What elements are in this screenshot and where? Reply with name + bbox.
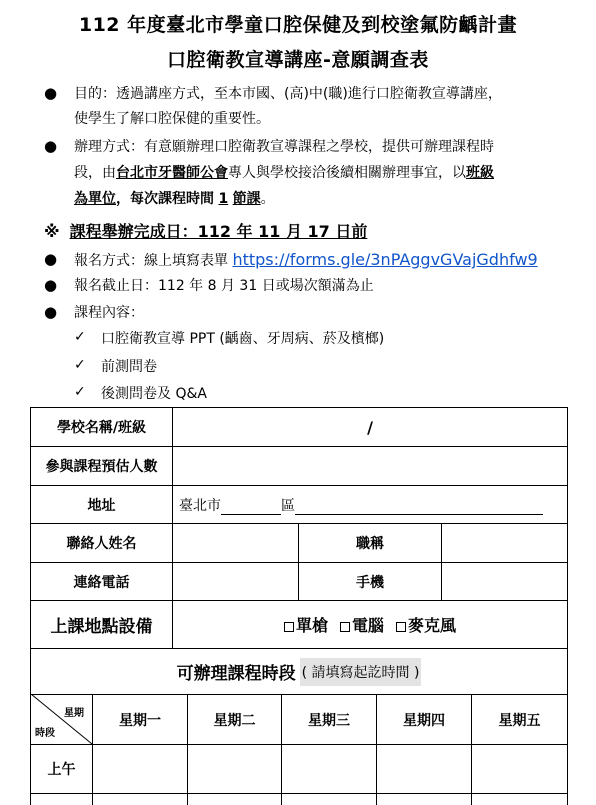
bullet-icon: ● [44,137,58,155]
diag-timeslot-label: 時段 [35,728,55,739]
reference-mark-icon: ※ [44,222,60,241]
computer-label: 電腦 [351,616,384,635]
contact-name-field[interactable] [173,524,298,562]
content-label: 課程內容： [74,305,144,321]
mobile-label: 手機 [356,574,384,591]
bullet-icon: ● [44,250,58,268]
bullet-icon: ● [44,276,58,294]
timeslot-header [31,649,567,694]
weekday-thursday: 星期四 [403,712,445,729]
bullet-icon: ● [44,84,58,102]
morning-thursday-field[interactable] [377,745,471,793]
microphone-option[interactable] [396,613,456,636]
method-text: 專人與學校接洽後續相關辦理事宜，以 [228,165,466,181]
method-line-1: 辦理方式：有意願辦理口腔衛教宣導課程之學校，提供可辦理課程時 [74,139,494,155]
participant-count-field[interactable] [173,447,567,485]
weekday-monday: 星期一 [119,712,161,729]
signup-form-link[interactable]: https://forms.gle/3nPAggvGVajGdhfw9 [232,250,538,269]
timeslot-hint: ( 請填寫起訖時間 ) [300,658,422,686]
morning-label: 上午 [47,762,76,778]
course-deadline [44,219,367,242]
address-field[interactable] [173,486,567,523]
check-icon: ✓ [74,384,86,400]
class-unit-text: 班級 [466,165,494,181]
address-district: 區 [281,497,295,514]
computer-option[interactable] [340,613,384,636]
bullet-icon: ● [44,303,58,321]
computer-checkbox[interactable] [340,622,350,632]
microphone-label: 麥克風 [408,616,457,635]
signup-deadline: 報名截止日：112 年 8 月 31 日或場次額滿為止 [74,278,374,294]
document-subtitle: 口腔衛教宣導講座-意願調查表 [167,49,429,71]
morning-tuesday-field[interactable] [188,745,281,793]
dental-association-name: 台北市牙醫師公會 [116,165,228,181]
microphone-checkbox[interactable] [396,622,406,632]
participant-count-label: 參與課程預估人數 [45,459,158,475]
address-label: 地址 [87,497,116,514]
content-item-ppt: 口腔衛教宣導 PPT (齲齒、牙周病、菸及檳榔) [101,331,385,347]
signup-label: 報名方式：線上填寫表單 [74,253,233,269]
deadline-text: 課程舉辦完成日：112 年 11 月 17 日前 [69,222,368,241]
timeslot-label: 可辦理課程時段 [176,664,296,684]
weekday-tuesday: 星期二 [213,712,256,729]
projector-label: 單槍 [295,616,328,635]
method-line-3 [74,189,275,209]
contact-name-label: 聯絡人姓名 [66,536,137,552]
method-line-2 [74,163,494,183]
timeslot-hint-text: 請填寫起訖時間 [311,664,410,681]
weekday-wednesday: 星期三 [308,712,350,729]
diag-weekday-label: 星期 [64,708,84,719]
purpose-line-1: 目的：透過講座方式，至本市國、(高)中(職)進行口腔衛教宣導講座， [74,86,502,102]
venue-equipment-label: 上課地點設備 [50,617,153,637]
mobile-field[interactable] [442,563,567,600]
phone-label: 連絡電話 [73,574,130,591]
period-mark: 。 [260,191,275,207]
job-title-label: 職稱 [356,536,384,552]
signup-line [74,250,538,271]
session-text: ，每次課程時間 [116,191,214,207]
check-icon: ✓ [74,329,86,345]
content-item-posttest: 後測問卷及 Q&A [101,386,207,402]
school-class-label: 學校名稱/班級 [56,420,147,436]
projector-checkbox[interactable] [284,622,294,632]
projector-option[interactable] [284,613,328,636]
check-icon: ✓ [74,357,86,373]
equipment-options [173,601,567,648]
street-blank[interactable] [295,500,543,515]
job-title-field[interactable] [442,524,567,562]
session-unit: 節課 [232,191,261,207]
phone-field[interactable] [173,563,298,600]
address-city: 臺北市 [179,497,221,514]
content-item-pretest: 前測問卷 [101,359,157,375]
method-text: 段，由 [74,165,116,181]
weekday-friday: 星期五 [498,712,541,729]
morning-monday-field[interactable] [93,745,187,793]
document-title: 112 年度臺北市學童口腔保健及到校塗氟防齲計畫 [78,14,518,36]
session-count: 1 [218,191,229,207]
unit-text: 為單位 [74,191,116,207]
school-class-field[interactable]: / [367,417,373,437]
district-blank[interactable] [221,500,281,515]
morning-friday-field[interactable] [472,745,567,793]
morning-wednesday-field[interactable] [282,745,376,793]
purpose-line-2: 使學生了解口腔保健的重要性。 [74,111,270,127]
